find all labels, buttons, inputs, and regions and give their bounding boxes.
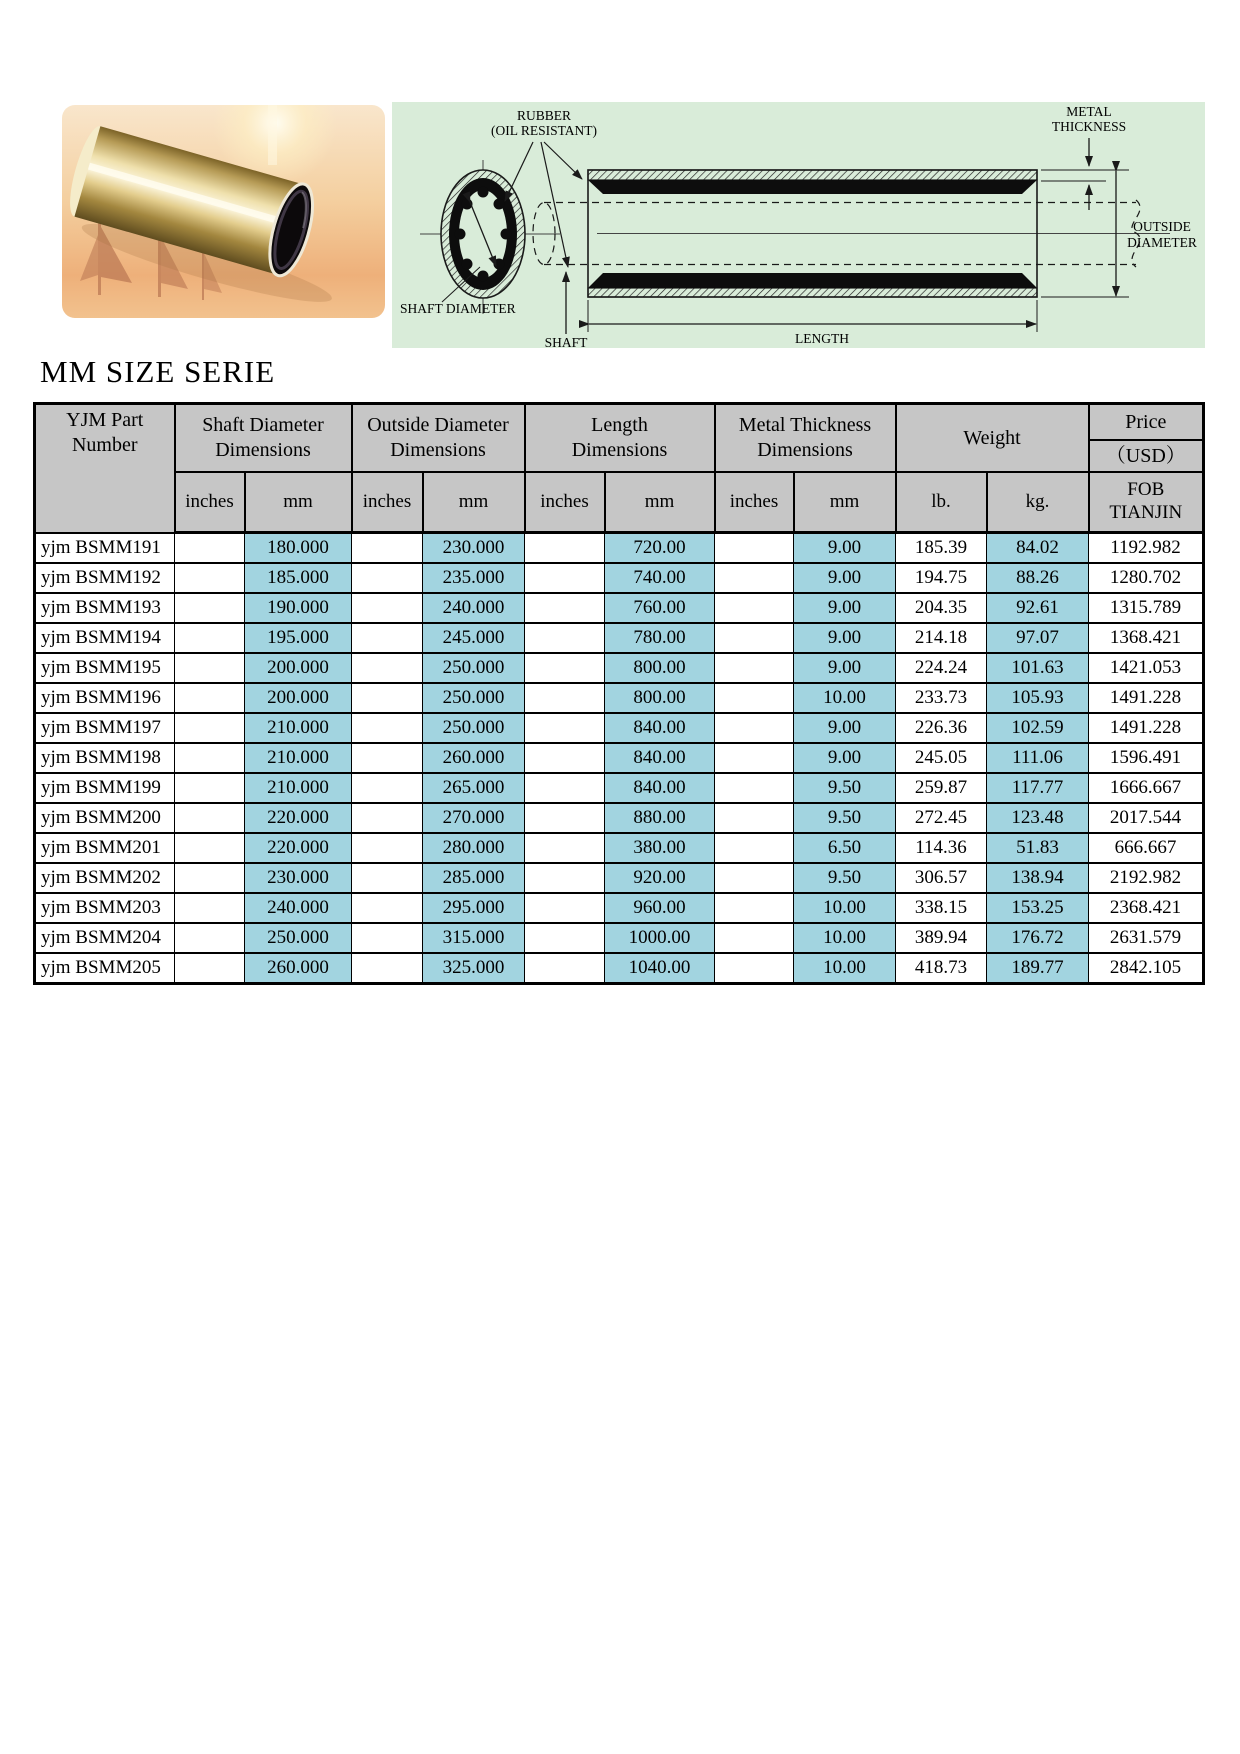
cell-weight-lb: 214.18	[896, 623, 987, 653]
cell-price: 1491.228	[1089, 683, 1204, 713]
cell-length-mm: 840.00	[605, 773, 715, 803]
cell-weight-kg: 111.06	[987, 743, 1089, 773]
cell-weight-kg: 117.77	[987, 773, 1089, 803]
cell-weight-kg: 51.83	[987, 833, 1089, 863]
cross-section-view	[441, 170, 525, 298]
product-photo	[62, 105, 385, 318]
header-weight: Weight	[896, 404, 1089, 473]
subheader-shaft-mm: mm	[245, 472, 352, 533]
table-row	[35, 743, 1204, 773]
cell-shaft-inches	[175, 563, 245, 593]
cell-outside-inches	[352, 893, 423, 923]
cell-weight-kg: 105.93	[987, 683, 1089, 713]
cell-thickness-inches	[715, 803, 794, 833]
cell-thickness-mm: 9.00	[794, 623, 896, 653]
table-row	[35, 653, 1204, 683]
cell-price: 2192.982	[1089, 863, 1204, 893]
subheader-outside-inches: inches	[352, 472, 423, 533]
cell-price: 2368.421	[1089, 893, 1204, 923]
label-rubber: RUBBER	[516, 108, 572, 123]
cell-outside-mm: 250.000	[423, 683, 525, 713]
cell-outside-inches	[352, 653, 423, 683]
cell-shaft-mm: 260.000	[245, 953, 352, 984]
cell-weight-lb: 194.75	[896, 563, 987, 593]
cell-length-inches	[525, 533, 605, 564]
table-row	[35, 563, 1204, 593]
header-part-line1: YJM Part	[66, 409, 144, 431]
cell-weight-lb: 389.94	[896, 923, 987, 953]
cell-weight-lb: 204.35	[896, 593, 987, 623]
cell-part-number: yjm BSMM204	[35, 923, 175, 953]
table-row	[35, 953, 1204, 984]
cell-outside-mm: 240.000	[423, 593, 525, 623]
cell-weight-kg: 92.61	[987, 593, 1089, 623]
dimension-diagram	[392, 102, 1205, 348]
cell-price: 2017.544	[1089, 803, 1204, 833]
subheader-shaft-inches: inches	[175, 472, 245, 533]
cell-outside-mm: 260.000	[423, 743, 525, 773]
cell-shaft-mm: 250.000	[245, 923, 352, 953]
cell-price: 666.667	[1089, 833, 1204, 863]
label-metal-thickness-2: THICKNESS	[1051, 119, 1127, 134]
cell-thickness-inches	[715, 833, 794, 863]
cell-thickness-inches	[715, 863, 794, 893]
cell-length-inches	[525, 623, 605, 653]
cell-shaft-mm: 180.000	[245, 533, 352, 564]
cell-part-number: yjm BSMM199	[35, 773, 175, 803]
cell-thickness-inches	[715, 713, 794, 743]
cell-weight-kg: 176.72	[987, 923, 1089, 953]
cell-outside-mm: 250.000	[423, 653, 525, 683]
cell-outside-mm: 230.000	[423, 533, 525, 564]
cell-outside-inches	[352, 563, 423, 593]
table-row	[35, 593, 1204, 623]
header-shaft-diameter: Shaft Diameter Dimensions	[175, 404, 352, 473]
cell-price: 1666.667	[1089, 773, 1204, 803]
cell-outside-mm: 270.000	[423, 803, 525, 833]
cell-weight-kg: 101.63	[987, 653, 1089, 683]
cell-weight-kg: 102.59	[987, 713, 1089, 743]
cell-part-number: yjm BSMM193	[35, 593, 175, 623]
cell-price: 1280.702	[1089, 563, 1204, 593]
cell-thickness-inches	[715, 683, 794, 713]
cell-shaft-inches	[175, 593, 245, 623]
cell-shaft-inches	[175, 953, 245, 984]
cell-outside-inches	[352, 743, 423, 773]
cell-weight-kg: 97.07	[987, 623, 1089, 653]
cell-part-number: yjm BSMM191	[35, 533, 175, 564]
header-outside-diameter: Outside Diameter Dimensions	[352, 404, 525, 473]
cell-weight-kg: 84.02	[987, 533, 1089, 564]
cell-thickness-mm: 9.00	[794, 593, 896, 623]
cell-shaft-mm: 185.000	[245, 563, 352, 593]
cell-outside-inches	[352, 593, 423, 623]
cell-shaft-mm: 190.000	[245, 593, 352, 623]
size-table-container	[33, 402, 1205, 985]
label-outside-diameter-2: DIAMETER	[1127, 235, 1197, 250]
cell-thickness-mm: 9.50	[794, 773, 896, 803]
cell-length-inches	[525, 713, 605, 743]
cell-weight-kg: 153.25	[987, 893, 1089, 923]
cell-length-mm: 800.00	[605, 653, 715, 683]
cell-weight-lb: 259.87	[896, 773, 987, 803]
cell-outside-mm: 295.000	[423, 893, 525, 923]
cell-price: 2842.105	[1089, 953, 1204, 984]
cell-shaft-mm: 195.000	[245, 623, 352, 653]
cell-length-inches	[525, 743, 605, 773]
cell-weight-kg: 88.26	[987, 563, 1089, 593]
cell-length-inches	[525, 773, 605, 803]
cell-weight-kg: 189.77	[987, 953, 1089, 984]
cell-length-mm: 960.00	[605, 893, 715, 923]
cell-part-number: yjm BSMM200	[35, 803, 175, 833]
cell-weight-lb: 114.36	[896, 833, 987, 863]
cell-length-mm: 800.00	[605, 683, 715, 713]
cell-shaft-inches	[175, 623, 245, 653]
cell-price: 2631.579	[1089, 923, 1204, 953]
cell-outside-inches	[352, 833, 423, 863]
cell-shaft-mm: 210.000	[245, 713, 352, 743]
table-row	[35, 683, 1204, 713]
mm-size-table	[33, 402, 1205, 985]
cell-length-inches	[525, 683, 605, 713]
cell-part-number: yjm BSMM197	[35, 713, 175, 743]
cell-thickness-mm: 9.50	[794, 803, 896, 833]
cell-length-inches	[525, 563, 605, 593]
cell-outside-inches	[352, 773, 423, 803]
cell-shaft-mm: 230.000	[245, 863, 352, 893]
cell-length-inches	[525, 593, 605, 623]
subheader-weight-kg: kg.	[987, 472, 1089, 533]
cell-outside-inches	[352, 623, 423, 653]
cell-shaft-mm: 210.000	[245, 773, 352, 803]
cell-length-inches	[525, 953, 605, 984]
cell-shaft-inches	[175, 773, 245, 803]
cell-shaft-inches	[175, 863, 245, 893]
cell-thickness-inches	[715, 893, 794, 923]
cell-outside-inches	[352, 953, 423, 984]
cell-length-mm: 1000.00	[605, 923, 715, 953]
cell-outside-mm: 245.000	[423, 623, 525, 653]
cell-length-mm: 740.00	[605, 563, 715, 593]
cell-thickness-inches	[715, 533, 794, 564]
cell-thickness-mm: 9.50	[794, 863, 896, 893]
cell-thickness-inches	[715, 773, 794, 803]
cell-shaft-mm: 220.000	[245, 803, 352, 833]
cell-length-inches	[525, 893, 605, 923]
cell-part-number: yjm BSMM205	[35, 953, 175, 984]
subheader-thickness-inches: inches	[715, 472, 794, 533]
header-length: Length Dimensions	[525, 404, 715, 473]
cell-shaft-mm: 240.000	[245, 893, 352, 923]
table-row	[35, 833, 1204, 863]
cell-part-number: yjm BSMM203	[35, 893, 175, 923]
subheader-outside-mm: mm	[423, 472, 525, 533]
cell-outside-inches	[352, 683, 423, 713]
cell-weight-lb: 418.73	[896, 953, 987, 984]
cell-price: 1421.053	[1089, 653, 1204, 683]
cell-length-mm: 920.00	[605, 863, 715, 893]
table-row	[35, 923, 1204, 953]
header-part-number	[35, 404, 175, 533]
cell-outside-inches	[352, 923, 423, 953]
cell-price: 1491.228	[1089, 713, 1204, 743]
cell-shaft-mm: 220.000	[245, 833, 352, 863]
cell-outside-inches	[352, 533, 423, 564]
cell-length-inches	[525, 833, 605, 863]
cell-shaft-mm: 210.000	[245, 743, 352, 773]
table-row	[35, 533, 1204, 564]
cell-thickness-inches	[715, 953, 794, 984]
label-shaft-diameter: SHAFT DIAMETER	[400, 301, 516, 316]
cell-weight-lb: 224.24	[896, 653, 987, 683]
cell-length-inches	[525, 653, 605, 683]
cell-price: 1596.491	[1089, 743, 1204, 773]
bearing-dimension-drawing	[392, 102, 1205, 348]
table-row	[35, 893, 1204, 923]
cell-length-mm: 1040.00	[605, 953, 715, 984]
cell-outside-mm: 265.000	[423, 773, 525, 803]
page-title: MM SIZE SERIE	[40, 354, 276, 389]
cell-shaft-inches	[175, 923, 245, 953]
cell-weight-lb: 226.36	[896, 713, 987, 743]
cell-length-mm: 840.00	[605, 713, 715, 743]
cell-length-mm: 840.00	[605, 743, 715, 773]
cell-weight-lb: 185.39	[896, 533, 987, 564]
cell-outside-mm: 325.000	[423, 953, 525, 984]
header-price-usd: （USD）	[1089, 440, 1204, 472]
cell-weight-kg: 123.48	[987, 803, 1089, 833]
cell-thickness-inches	[715, 623, 794, 653]
cell-weight-lb: 338.15	[896, 893, 987, 923]
cell-price: 1192.982	[1089, 533, 1204, 564]
cell-shaft-inches	[175, 713, 245, 743]
table-row	[35, 713, 1204, 743]
cell-part-number: yjm BSMM192	[35, 563, 175, 593]
cell-thickness-mm: 10.00	[794, 893, 896, 923]
cell-shaft-inches	[175, 533, 245, 564]
cell-thickness-mm: 10.00	[794, 953, 896, 984]
label-metal-thickness-1: METAL	[1066, 104, 1112, 119]
cell-part-number: yjm BSMM201	[35, 833, 175, 863]
cell-thickness-inches	[715, 593, 794, 623]
cell-thickness-mm: 10.00	[794, 683, 896, 713]
subheader-length-inches: inches	[525, 472, 605, 533]
cell-thickness-mm: 9.00	[794, 533, 896, 564]
cell-thickness-mm: 6.50	[794, 833, 896, 863]
cell-shaft-inches	[175, 833, 245, 863]
table-row	[35, 803, 1204, 833]
subheader-length-mm: mm	[605, 472, 715, 533]
cell-price: 1368.421	[1089, 623, 1204, 653]
subheader-price-fob: FOB TIANJIN	[1089, 472, 1204, 533]
cell-outside-mm: 315.000	[423, 923, 525, 953]
cell-weight-lb: 245.05	[896, 743, 987, 773]
table-row	[35, 623, 1204, 653]
cell-outside-mm: 250.000	[423, 713, 525, 743]
bearing-photo-illustration	[62, 105, 385, 318]
cell-outside-inches	[352, 863, 423, 893]
cell-length-mm: 780.00	[605, 623, 715, 653]
cell-part-number: yjm BSMM195	[35, 653, 175, 683]
cell-part-number: yjm BSMM194	[35, 623, 175, 653]
cell-length-mm: 380.00	[605, 833, 715, 863]
header-metal-thickness: Metal Thickness Dimensions	[715, 404, 896, 473]
cell-outside-mm: 285.000	[423, 863, 525, 893]
cell-thickness-inches	[715, 653, 794, 683]
label-shaft: SHAFT	[544, 335, 588, 348]
cell-thickness-mm: 9.00	[794, 713, 896, 743]
header-price: Price	[1089, 404, 1204, 441]
label-outside-diameter-1: OUTSIDE	[1133, 219, 1191, 234]
cell-length-mm: 720.00	[605, 533, 715, 564]
cell-part-number: yjm BSMM196	[35, 683, 175, 713]
label-length: LENGTH	[795, 331, 849, 346]
cell-outside-inches	[352, 803, 423, 833]
cell-price: 1315.789	[1089, 593, 1204, 623]
cell-weight-lb: 272.45	[896, 803, 987, 833]
subheader-weight-lb: lb.	[896, 472, 987, 533]
cell-thickness-mm: 10.00	[794, 923, 896, 953]
cell-thickness-inches	[715, 743, 794, 773]
cell-outside-mm: 280.000	[423, 833, 525, 863]
cell-length-inches	[525, 863, 605, 893]
cell-weight-kg: 138.94	[987, 863, 1089, 893]
cell-length-mm: 760.00	[605, 593, 715, 623]
subheader-thickness-mm: mm	[794, 472, 896, 533]
cell-length-inches	[525, 923, 605, 953]
cell-length-mm: 880.00	[605, 803, 715, 833]
cell-shaft-inches	[175, 683, 245, 713]
cell-shaft-inches	[175, 893, 245, 923]
table-row	[35, 773, 1204, 803]
cell-weight-lb: 233.73	[896, 683, 987, 713]
cell-weight-lb: 306.57	[896, 863, 987, 893]
cell-shaft-mm: 200.000	[245, 653, 352, 683]
cell-thickness-mm: 9.00	[794, 743, 896, 773]
table-row	[35, 863, 1204, 893]
label-rubber-sub: (OIL RESISTANT)	[490, 123, 598, 138]
cell-outside-inches	[352, 713, 423, 743]
cell-thickness-mm: 9.00	[794, 653, 896, 683]
cell-part-number: yjm BSMM202	[35, 863, 175, 893]
cell-part-number: yjm BSMM198	[35, 743, 175, 773]
header-part-line2: Number	[71, 434, 138, 456]
cell-length-inches	[525, 803, 605, 833]
cell-shaft-inches	[175, 743, 245, 773]
cell-shaft-inches	[175, 803, 245, 833]
cell-outside-mm: 235.000	[423, 563, 525, 593]
cell-thickness-mm: 9.00	[794, 563, 896, 593]
cell-shaft-mm: 200.000	[245, 683, 352, 713]
table-body	[35, 533, 1204, 984]
cell-shaft-inches	[175, 653, 245, 683]
cell-thickness-inches	[715, 563, 794, 593]
cell-thickness-inches	[715, 923, 794, 953]
